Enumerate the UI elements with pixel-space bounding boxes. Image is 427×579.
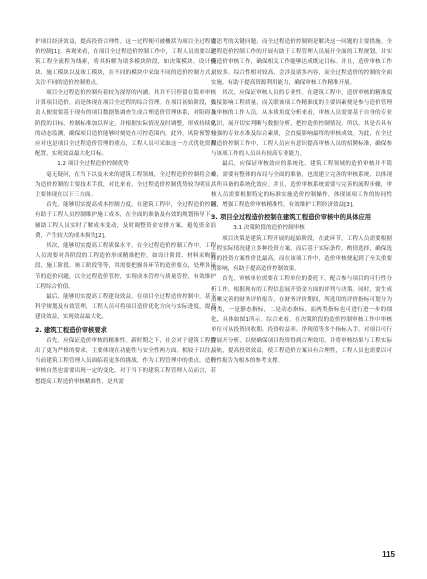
- paragraph: 首先，能够切实提高成本控制力度。在建筑工程中，全过程造价控制有助于工程人员控制维护施工成本，在全面的准备及有效的规划指导下，辅助工程人员实时了解成本变动，及时调整资金安排方案，避免资金浪费，产生较大的成本损失[2]。: [35, 202, 216, 239]
- paragraph: 首先，审核单位需要在工程单位的委托下，配合参与项目的可行性分析工作，根据现有的工程信息展开资金方面的评判与决策。同时，需生成清晰完善的财务评价报告，在财务评价期间，所选用的评价指标可划分为两类，一是静态指标，二是动态指标，而两类指标也可进行进一步的细化，具体如图1所示。综合来看，在决策阶段的造价控制审核工作中审核单位可从投资回收期、投资收益率、净现值等多个指标入手，对项目可行性展开分析，以便确保项目投资得到合理效用，并将审核结果与工程实际接轨，提高投资效益，使工程造价方案具有合理性，工程人员也需要以可行性报告为根本的参考支撑。: [211, 276, 392, 365]
- left-column: [35, 37, 216, 387]
- paragraph: 最后，能够切实提高工程建设效益。在项目全过程造价控制中，基于科学规划及有效管理，工程人员可将项目造价优化方向与实际进度，提高建设效益，实现效益最大化。: [35, 294, 216, 321]
- paragraph: 要思考的关键问题，而全过程造价控制则是解决这一问题的主要措施。全过程造价控制工作的开展有助于工程管理人员展开全面的工程规划，并实施造价审核工作，确保相关工作能够达成既定目标。并且，造价审核工作量较多、综合性相对较高，会涉及诸多内容，而全过程造价的控制的全面实施，有助于提高资源利用能力，确保审核工作精准开展。: [211, 39, 392, 86]
- paragraph: 首先，应保证造价审核的精准性。新时期之下，社会对于建筑工程提出了更为严格的要求，主要体现在功能性与安全性两方面。相较于以往，当前建筑工程管理人员面临着更多的挑战。作为工程管理中的重点，造价审核自然也需要出现一定的变化。对于当下的建筑工程管理人员而言，若想提高工程造价审核精准性，是其需: [35, 337, 216, 385]
- section-heading: 2. 建筑工程造价审核要求: [35, 326, 107, 334]
- subsection-heading: 3.1 决策阶段的造价控制审核: [233, 225, 305, 232]
- paragraph: 项目全过程造价控制有着较为深厚的内涵，其并不只停留在简单审核计算项目造价，而是体现在项目全过程的综合管理。在项目初始阶段，负责人便需要基于现有的项目数据集调查生成合理造价管理体系，对阻碍各阶段的目标，控制标准加以界定，并根据实际情况及时调整，形成持续化的动态监测，确保项目造价能够时刻处在可控范围内。此外，风险预警与应对也是项目全过程造价管理的重点，工程人员可采取这一方式优化资源配置，实现效益最大化目标。: [35, 90, 216, 158]
- paragraph: 其次，应保证审核人员的专业性。在建筑工程中，造价审核的精准度直接影响工程质量，而关联该项工作精准度的主要因素便是参与造价管理及审核的工作人员。从本质角度分析来看，审核人员需要基于自身的专业认识，展开切实判断与数据分析，把控造价控制情况。所以，其是否具有较强的专业水准及综合素质，会直接影响最终的审核成效。为此，在全过程造价控制工作中，工程人员应有意识提高审核人员的招聘标准，确保参与该项工作的人员具有较高专业能力。: [211, 90, 392, 158]
- paragraph: 最后，应保证审核效应的系统化。建筑工程领域的造价审核并不简单，需要有整体的布局与全面的准备，也需建立完善的审核系统，以体现其所具备的系统化效应。并且，造价审核系统需要与完善的流程步骤，审核人员需要根据特定的标准实施造价控制操作，体现该项工作的协同性能，增强工程造价审核精准性，有效维护工程经济效益[3]。: [211, 161, 392, 209]
- paragraph: 护项目经济效益，提高投资合理性，这一过程便可被概括为项目全过程造价控制[1]。客观来看，在项目全过程造价控制工作中，工程人员需要以建筑工程全流程为线索，将其拆解为诸多模块阶段，如决策模块、设计模块、施工模块以及竣工模块，在不同的模块中采取不同的造价控制方式，关注不同的造价控制重点。: [35, 39, 216, 86]
- paragraph: 项目决策是建筑工程开展的起始阶段，在此环节，工程人员需要根据工程实际情况建立多种投资方案，而后基于实际条件，酌情选择，确保选择的投资方案性价比最高。而在该项工作中，造价审核便起到了至关重要的影响，有助于提高造价控制效果。: [211, 235, 392, 273]
- section-heading: 3. 项目全过程造价控制在建筑工程造价审核中的具体应用: [211, 214, 372, 222]
- subsection-heading: 1.2 项目全过程造价控制优势: [57, 161, 129, 168]
- page-number: 115: [382, 550, 395, 559]
- paragraph: 毫无疑问，在当下以及未来的建筑工程领域，全过程造价控制将会成为造价控制的主要技术手段，对比来看，全过程造价控制优势较为明显，主要体现在以下三方面。: [35, 171, 216, 199]
- right-column: [211, 37, 392, 366]
- paragraph: 其次，能够切实提高工程质保水平。在全过程造价控制工作中，工程人员需要对各阶段的工程造价形成精准把控，如设计阶段、材料采购阶段、施工阶段、竣工阶段等等，其需要把握各环节的造价要点，处理各环节的造价问题，以全过程造价管控，实现成本管控与质量管控，有效维护工程综合价值。: [35, 243, 216, 290]
